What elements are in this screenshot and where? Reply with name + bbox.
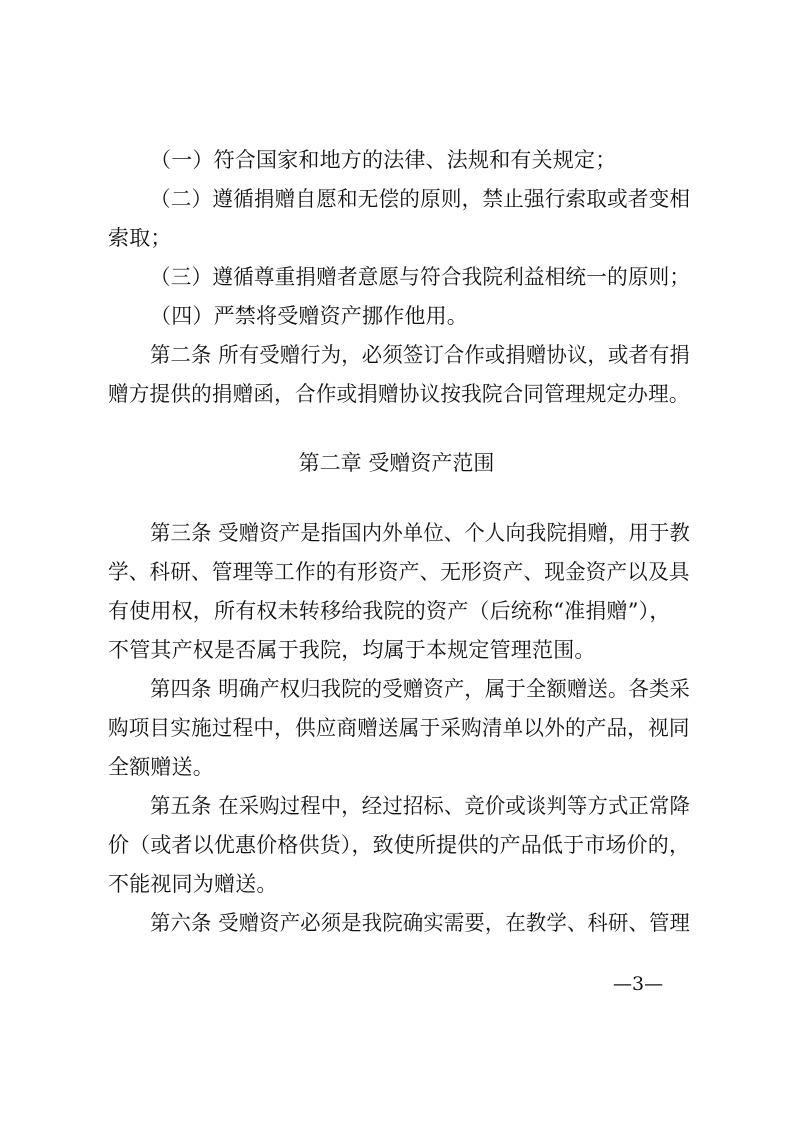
paragraph-line-6: 第二条 所有受赠行为，必须签订合作或捐赠协议，或者有捐 <box>150 343 691 367</box>
paragraph-line-4: （三）遵循尊重捐赠者意愿与符合我院利益相统一的原则； <box>150 265 691 289</box>
paragraph-line-12: 不管其产权是否属于我院，均属于本规定管理范围。 <box>108 638 596 662</box>
paragraph-line-3: 索取； <box>108 226 172 250</box>
paragraph-line-1: （一）符合国家和地方的法律、法规和有关规定； <box>150 148 617 172</box>
paragraph-line-9: 第三条 受赠资产是指国内外单位、个人向我院捐赠，用于教 <box>150 521 691 545</box>
paragraph-line-14: 购项目实施过程中，供应商赠送属于采购清单以外的产品，视同 <box>108 716 690 740</box>
paragraph-line-5: （四）严禁将受赠资产挪作他用。 <box>150 304 468 328</box>
paragraph-line-13: 第四条 明确产权归我院的受赠资产，属于全额赠送。各类采 <box>150 677 691 701</box>
paragraph-line-7: 赠方提供的捐赠函，合作或捐赠协议按我院合同管理规定办理。 <box>108 382 690 406</box>
paragraph-line-2: （二）遵循捐赠自愿和无偿的原则，禁止强行索取或者变相 <box>150 187 691 211</box>
paragraph-line-17: 价（或者以优惠价格供货），致使所提供的产品低于市场价的， <box>108 833 691 857</box>
paragraph-line-19: 第六条 受赠资产必须是我院确实需要，在教学、科研、管理 <box>150 911 691 935</box>
paragraph-line-16: 第五条 在采购过程中，经过招标、竞价或谈判等方式正常降 <box>150 794 691 818</box>
paragraph-line-18: 不能视同为赠送。 <box>108 872 278 896</box>
paragraph-line-15: 全额赠送。 <box>108 755 214 779</box>
chapter-heading: 第二章 受赠资产范围 <box>298 451 495 475</box>
paragraph-line-10: 学、科研、管理等工作的有形资产、无形资产、现金资产以及具 <box>108 560 690 584</box>
page-number: —3— <box>613 973 664 995</box>
paragraph-line-11: 有使用权，所有权未转移给我院的资产（后统称“准捐赠”）， <box>108 599 671 623</box>
